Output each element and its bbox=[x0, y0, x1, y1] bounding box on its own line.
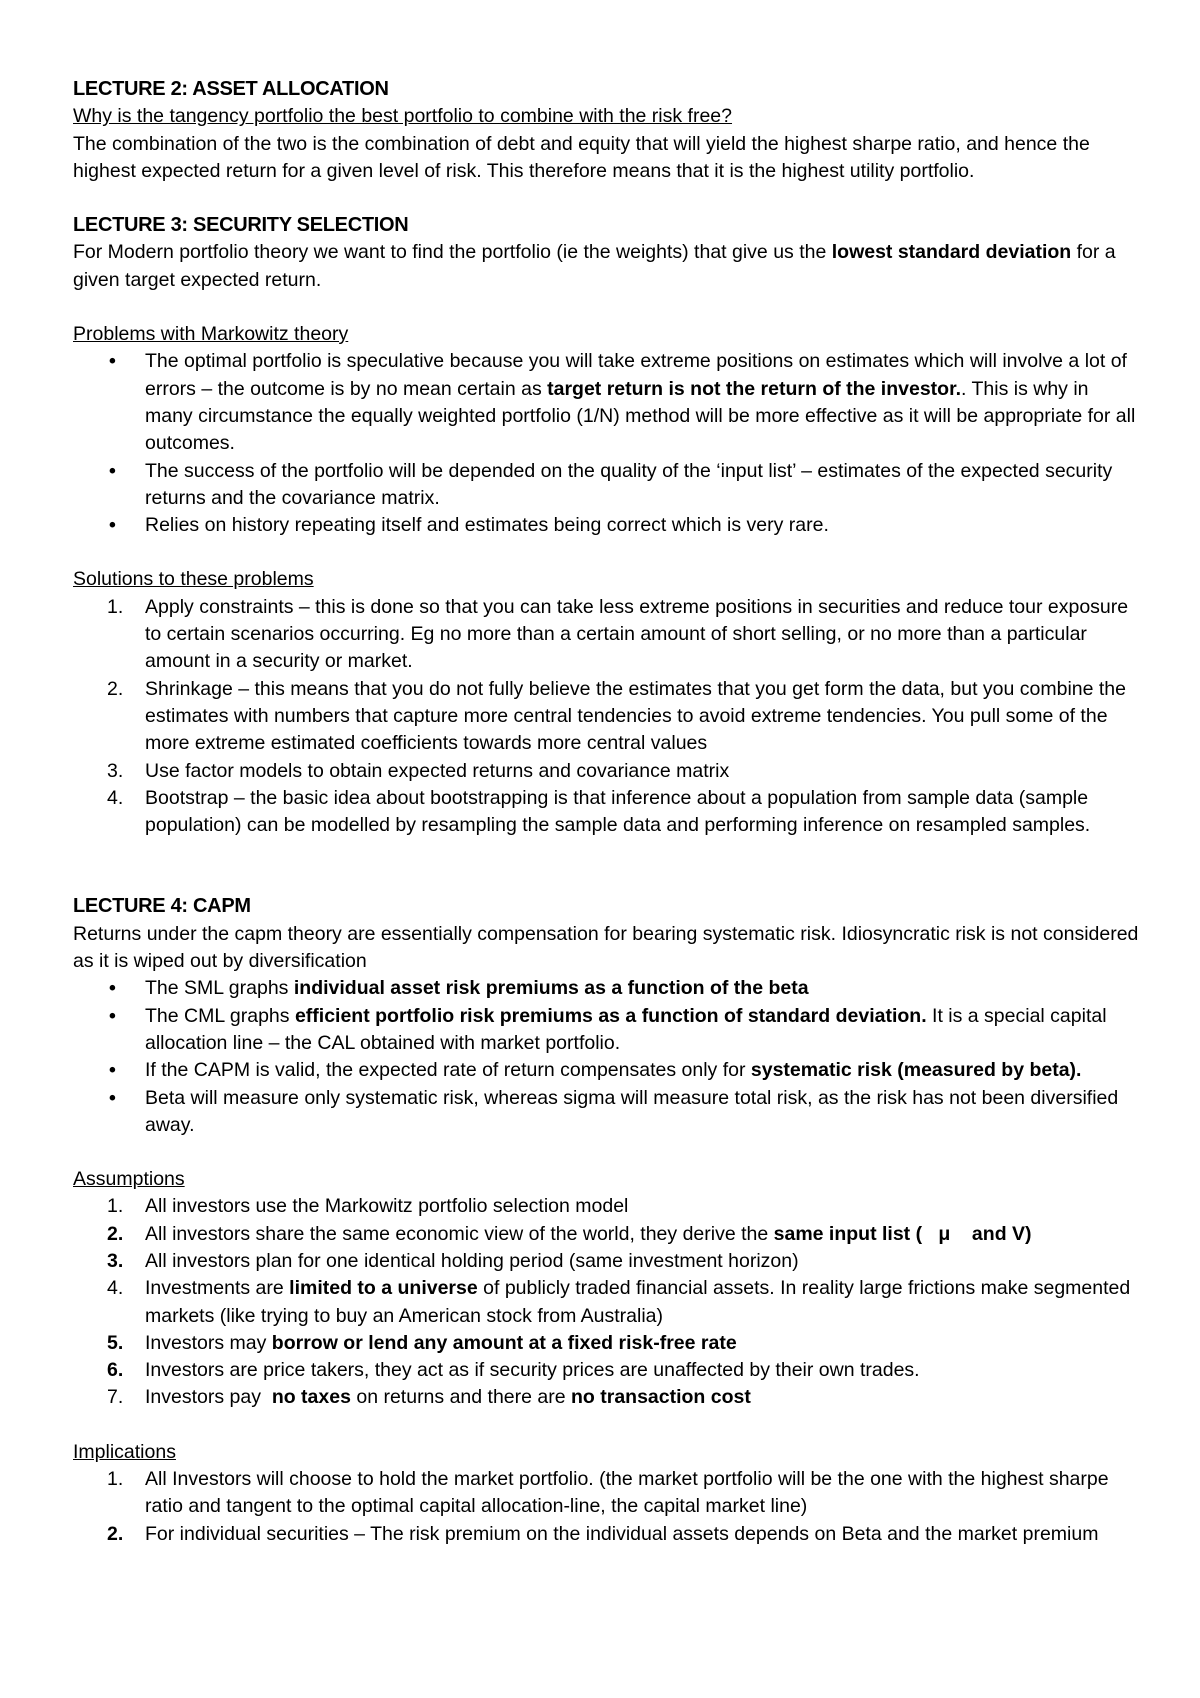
list-item bbox=[73, 1085, 1140, 1140]
item-number: 1. bbox=[107, 1468, 124, 1491]
item-number: 7. bbox=[107, 1386, 124, 1409]
bullet-marker: • bbox=[109, 350, 116, 373]
item-text: If the CAPM is valid, the expected rate of return compensates only for bbox=[145, 1059, 751, 1082]
list-item bbox=[73, 458, 1140, 513]
item-text-end: of publicly traded financial assets. In reality large frictions make segmented markets (like trying to buy an American stock from Australia) bbox=[145, 1277, 1131, 1327]
item-text: The SML graphs bbox=[145, 977, 294, 1000]
lecture-4-title: LECTURE 4: CAPM bbox=[73, 895, 251, 918]
lecture-3-intro bbox=[73, 239, 1140, 294]
item-text: Bootstrap – the basic idea about bootstrapping is that inference about a population from sample data (sample population) can be modelled by resampling the sample data and performing inference on resampled samples. bbox=[145, 786, 1091, 837]
lecture-2-question: Why is the tangency portfolio the best portfolio to combine with the risk free? bbox=[73, 105, 733, 128]
lecture-4-section bbox=[73, 893, 1140, 1548]
list-item bbox=[73, 594, 1140, 676]
item-emphasis: same input list ( μ and V) bbox=[773, 1222, 1032, 1245]
lecture-3-title: LECTURE 3: SECURITY SELECTION bbox=[73, 214, 409, 237]
item-text: All investors share the same economic view of the world, they derive the bbox=[145, 1222, 774, 1245]
list-item bbox=[73, 785, 1140, 840]
item-text: All investors use the Markowitz portfolio selection model bbox=[145, 1195, 629, 1218]
lecture-4-intro: Returns under the capm theory are essentially compensation for bearing systematic risk. Idiosyncratic risk is not considered as it is wiped out by diversification bbox=[73, 922, 1139, 973]
implications-heading: Implications bbox=[73, 1440, 176, 1463]
item-text: The optimal portfolio is speculative because you will take extreme positions on estimates which will involve a lot of errors – the outcome is by no mean certain as bbox=[145, 350, 1127, 400]
item-number: 2. bbox=[107, 1222, 124, 1245]
bullet-marker: • bbox=[109, 459, 116, 482]
item-text: Investors may bbox=[145, 1331, 272, 1354]
intro-emphasis: lowest standard deviation bbox=[831, 241, 1072, 264]
item-text-end: It is a special capital allocation line – the CAL obtained with market portfolio. bbox=[145, 1004, 1107, 1054]
item-number: 3. bbox=[107, 759, 124, 782]
list-item bbox=[73, 975, 1140, 1002]
item-text-mid: on returns and there are bbox=[350, 1386, 571, 1409]
item-text: Apply constraints – this is done so that you can take less extreme positions in securities and reduce tour exposure to certain scenarios occurring. Eg no more than a certain amount of short selling, or no more than a particular amount in a security or market. bbox=[145, 595, 1129, 673]
list-item bbox=[73, 676, 1140, 758]
item-text-end: . This is why in many circumstance the equally weighted portfolio (1/N) method will be more effective as it will be appropriate for all outcomes. bbox=[145, 377, 1136, 455]
lecture-3-section bbox=[73, 212, 1140, 839]
item-text: The CML graphs bbox=[145, 1004, 295, 1027]
problems-heading: Problems with Markowitz theory bbox=[73, 323, 349, 346]
item-emphasis: no taxes bbox=[271, 1386, 351, 1409]
assumptions-heading: Assumptions bbox=[73, 1168, 185, 1191]
item-number: 2. bbox=[107, 677, 124, 700]
list-item bbox=[73, 1057, 1140, 1084]
item-text: Beta will measure only systematic risk, whereas sigma will measure total risk, as the risk has not been diversified away. bbox=[145, 1086, 1119, 1136]
assumptions-list bbox=[73, 1193, 1140, 1411]
lecture-2-answer: The combination of the two is the combination of debt and equity that will yield the highest sharpe ratio, and hence the highest expected return for a given level of risk. This therefore means that it is the highest utility portfolio. bbox=[73, 132, 1090, 182]
item-number: 6. bbox=[107, 1359, 124, 1382]
bullet-marker: • bbox=[109, 977, 116, 1000]
solutions-list bbox=[73, 594, 1140, 840]
item-number: 1. bbox=[107, 595, 124, 618]
item-text: Use factor models to obtain expected returns and covariance matrix bbox=[145, 759, 730, 782]
list-item bbox=[73, 512, 1140, 539]
solutions-heading: Solutions to these problems bbox=[73, 568, 314, 591]
list-item bbox=[73, 758, 1140, 785]
item-emphasis: efficient portfolio risk premiums as a function of standard deviation. bbox=[294, 1004, 927, 1027]
list-item bbox=[73, 348, 1140, 457]
intro-text-end: for a given target expected return. bbox=[73, 241, 1116, 291]
item-text: Investors are price takers, they act as if security prices are unaffected by their own trades. bbox=[145, 1359, 920, 1382]
item-text: The success of the portfolio will be depended on the quality of the ‘input list’ – estimates of the expected security returns and the covariance matrix. bbox=[145, 459, 1113, 509]
item-number: 1. bbox=[107, 1195, 124, 1218]
item-number: 3. bbox=[107, 1249, 124, 1272]
lecture-2-section bbox=[73, 76, 1140, 185]
item-text: For individual securities – The risk premium on the individual assets depends on Beta and the market premium bbox=[145, 1522, 1099, 1545]
list-item bbox=[73, 1466, 1140, 1521]
item-emphasis: target return is not the return of the investor. bbox=[547, 377, 962, 400]
bullet-marker: • bbox=[109, 1086, 116, 1109]
list-item bbox=[73, 1003, 1140, 1058]
problems-list bbox=[73, 348, 1140, 539]
item-number: 4. bbox=[107, 786, 124, 809]
bullet-marker: • bbox=[109, 1059, 116, 1082]
capm-bullets bbox=[73, 975, 1140, 1139]
item-number: 5. bbox=[107, 1331, 124, 1354]
bullet-marker: • bbox=[109, 514, 116, 537]
list-item bbox=[73, 1193, 1140, 1220]
item-emphasis: limited to a universe bbox=[289, 1277, 478, 1300]
item-text: Shrinkage – this means that you do not fully believe the estimates that you get form the data, but you combine the estimates with numbers that capture more central tendencies to avoid extreme tendencies. You pull some of the more extreme estimated coefficients towards more central values bbox=[145, 677, 1126, 755]
list-item bbox=[73, 1330, 1140, 1357]
item-text: Investors pay bbox=[145, 1386, 272, 1409]
item-emphasis-end: no transaction cost bbox=[571, 1386, 751, 1409]
bullet-marker: • bbox=[109, 1004, 116, 1027]
item-text: All Investors will choose to hold the market portfolio. (the market portfolio will be the one with the highest sharpe ratio and tangent to the optimal capital allocation-line, the capital market line) bbox=[145, 1468, 1109, 1518]
item-emphasis: systematic risk (measured by beta). bbox=[750, 1059, 1082, 1082]
list-item bbox=[73, 1384, 1140, 1411]
item-number: 2. bbox=[107, 1522, 124, 1545]
list-item bbox=[73, 1221, 1140, 1248]
lecture-2-title: LECTURE 2: ASSET ALLOCATION bbox=[73, 78, 389, 100]
item-emphasis: borrow or lend any amount at a fixed risk-free rate bbox=[271, 1331, 737, 1354]
item-emphasis: individual asset risk premiums as a function of the beta bbox=[293, 977, 809, 1000]
list-item bbox=[73, 1248, 1140, 1275]
intro-text: For Modern portfolio theory we want to find the portfolio (ie the weights) that give us the bbox=[73, 241, 832, 264]
list-item bbox=[73, 1275, 1140, 1330]
item-text: Investments are bbox=[145, 1277, 290, 1300]
item-text: Relies on history repeating itself and estimates being correct which is very rare. bbox=[145, 514, 829, 537]
item-text: All investors plan for one identical holding period (same investment horizon) bbox=[145, 1249, 799, 1272]
list-item bbox=[73, 1521, 1140, 1548]
item-number: 4. bbox=[107, 1277, 124, 1300]
list-item bbox=[73, 1357, 1140, 1384]
implications-list bbox=[73, 1466, 1140, 1548]
